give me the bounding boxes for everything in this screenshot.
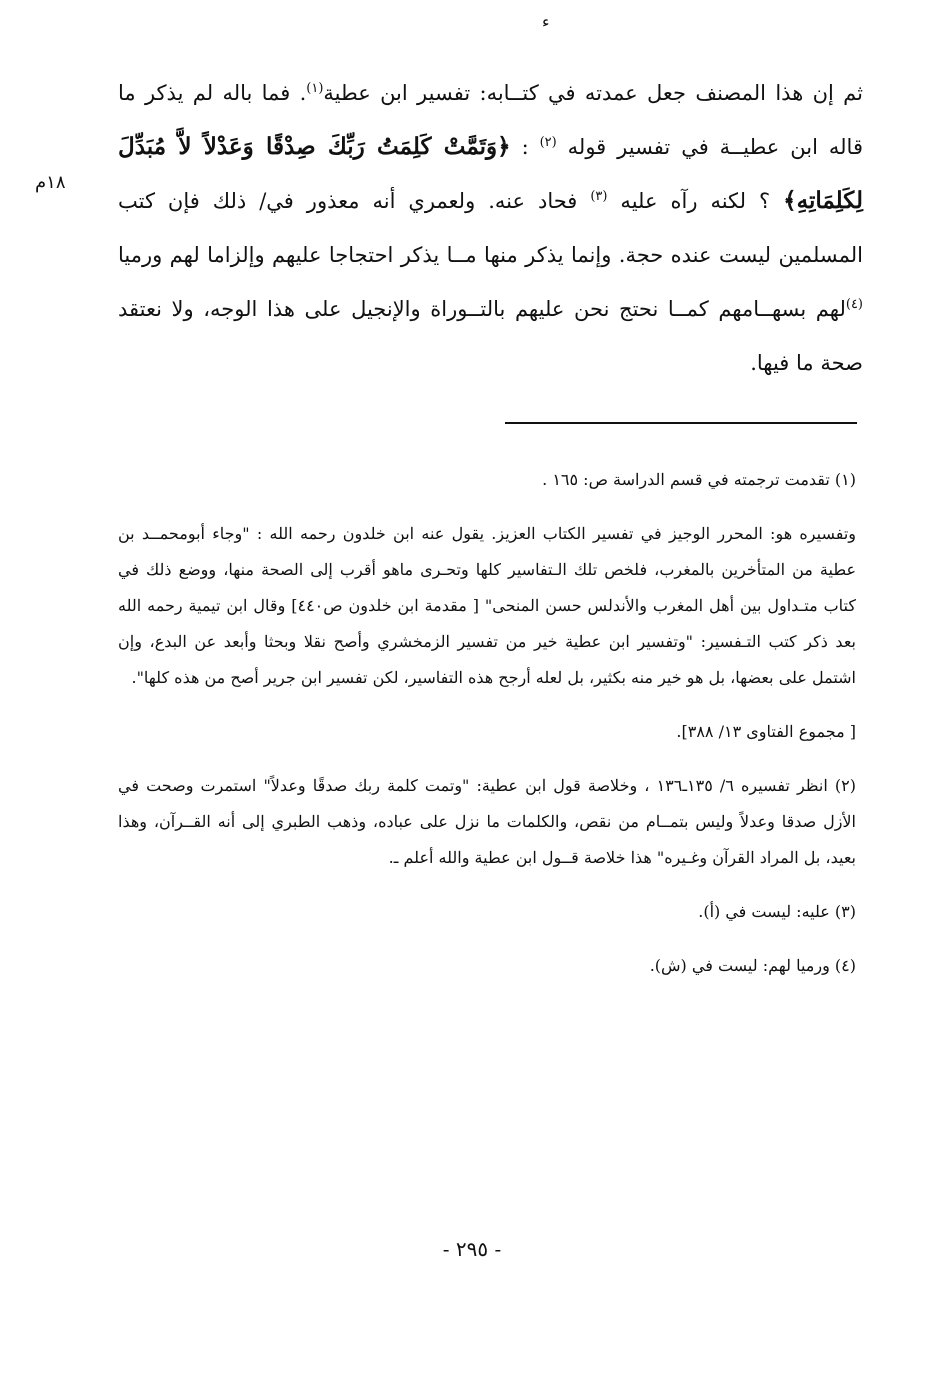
main-text-segment: ؟ لكنه رآه عليه [607,189,784,213]
footnote-2: (٢) انظر تفسيره ٦/ ١٣٥ـ١٣٦ ، وخلاصة قول ابن عطية: "وتمت كلمة ربك صدقًا وعدلاً" استمرت وصحت في الأزل صدقا وعدلاً وليس بتمــام من نقص، والكلمات ما نزل على عباده، وذهب الطبري إلى أنه القــرآن، وهذا بعيد، بل المراد القرآن وغـيره" هذا خلاصة قــول ابن عطية والله أعلم ـ. [118,776,857,867]
footnote-3: (٣) عليه: ليست في (أ). [698,902,856,921]
footnote-ref-1: (١) [306,81,324,96]
footnote-ref-4: (٤) [845,297,863,312]
footnotes-block [118,462,856,1002]
footnote-4: (٤) ورميا لهم: ليست في (ش). [649,956,856,975]
footnote-1-source: [ مجموع الفتاوى ١٣/ ٣٨٨]. [676,722,856,741]
page-number: - ٢٩٥ - [442,1237,502,1261]
margin-page-reference: ١٨م [35,172,66,193]
footnote-separator [505,422,857,424]
footnote-1-continuation: وتفسيره هو: المحرر الوجيز في تفسير الكتاب العزيز. يقول عنه ابن خلدون رحمه الله : "وجاء أبومحمــد بن عطية من المتأخرين بالمغرب، فلخص تلك الـتفاسير كلها وتحـرى ماهو أقرب إلى الصحة منها، ووضع ذلك في كتاب متـداول بين أهل المغرب والأندلس حسن المنحى" [ مقدمة ابن خلدون ص٤٤٠] وقال ابن تيمية رحمه الله بعد ذكر كتب التـفسير: "وتفسير ابن عطية خير من تفسير الزمخشري وأصح نقلا وبحثا وأبعد عن البدع، وإن اشتمل على بعضها، بل هو خير منه بكثير، بل لعله أرجح هذه التفاسير، لكن تفسير ابن جرير أصح من هذه كلها". [118,524,856,687]
footnote-1: (١) تقدمت ترجمته في قسم الدراسة ص: ١٦٥ . [542,470,856,489]
main-paragraph [118,66,863,390]
main-text-segment: . فما باله لم يذكر ما قاله ابن عطيــة في تفسير قوله [118,81,863,159]
main-text-segment: لهم بسهــامهم كمــا نحتج نحن عليهم بالتــوراة والإنجيل على هذا الوجه، ولا نعتقد صحة ما فيها. [118,297,863,375]
quran-verse: ﴿وَتَمَّتْ كَلِمَتُ رَبِّكَ صِدْقًا وَعَدْلاً لاَّ مُبَدِّلَ لِكَلِمَاتِهِ﴾ [118,133,863,214]
main-text-segment: فحاد عنه. ولعمري أنه معذور في/ ذلك فإن كتب المسلمين ليست عنده حجة. وإنما يذكر منها مــا يذكر احتجاجا عليهم وإلزاما لهم ورميا [118,189,863,267]
main-text-segment: : [510,135,540,159]
footnote-ref-3: (٣) [590,189,608,204]
footnote-ref-2: (٢) [539,135,557,150]
top-mark: ء [542,12,550,31]
main-text-segment: ثم إن هذا المصنف جعل عمدته في كتــابه: تفسير ابن عطية [323,81,863,105]
main-text-block [118,66,863,390]
